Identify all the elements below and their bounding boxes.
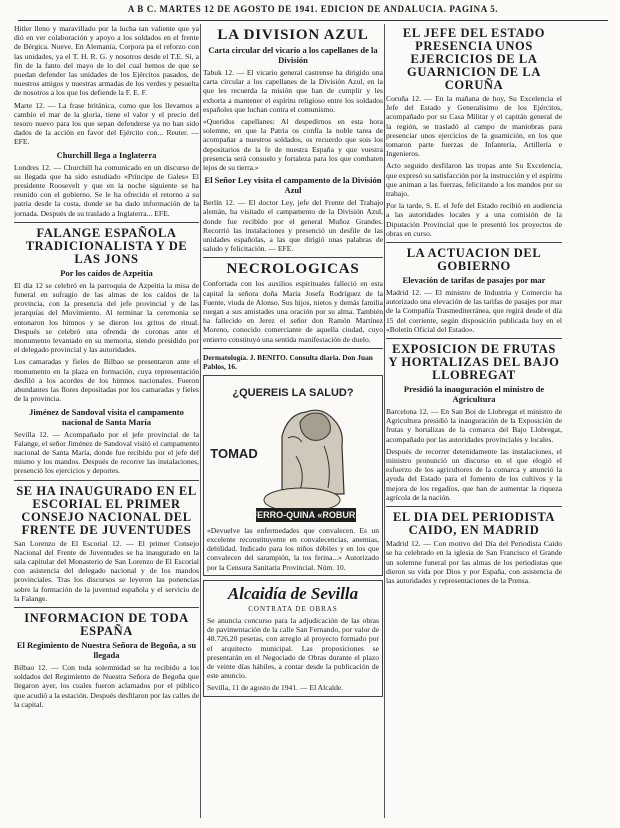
alcaidia-date: Sevilla, 11 de agosto de 1941. — El Alcalde. — [207, 683, 344, 693]
paragraph-necrologicas: Confortada con los auxilios espirituales falleció en esta capital la señora doña María Josefa Rodríguez de la Fuente, viuda de Alonso. Sus hijos, nietos y demás familia ruegan a sus amistades una oración por su alma. También ha fallecido en Jerez el señor don Ramón Martínez Moreno, conocido comerciante de aquella ciudad, cuyo entierro constituyó una sentida manifestación de duelo. — [203, 279, 383, 344]
subhead-ministro: Presidió la inauguración el ministro de Agricultura — [403, 384, 545, 405]
paragraph-expo-2: Después de recorrer detenidamente las instalaciones, el ministro pronunció un discurso en el que elogió el esfuerzo de los agricultores de la comarca y anunció la ayuda del Estado para el fomento de los cultivos y la mejora de los regadíos, que han de aumentar la riqueza agrícola de la nación. — [386, 446, 562, 502]
alcaidia-paragraph: Se anuncia concurso para la adjudicación de las obras de pavimentación de la calle San Fernando, por valor de 48.726,20 pesetas, con arreglo al proyecto formado por el arquitecto municipal. Las proposiciones se presentarán en el Negociado de Obras durante el plazo de veinte días hábiles, a contar desde la publicación de este anuncio. — [207, 615, 379, 681]
ad-alcaidia — [203, 580, 383, 697]
paragraph-division-1: Tabuk 12. — El vicario general castrense ha dirigido una carta circular a los capellanes de la División Azul, en la que les recuerda la misión que han de cumplir y les exhorta a mantener el espíritu religioso entre los soldados españoles que luchan contra el comunismo. — [203, 68, 383, 114]
paragraph-expo-1: Barcelona 12. — En San Boi de Llobregat el ministro de Agricultura presidió la inauguración de la Exposición de frutas y hortalizas de la comarca del Bajo Llobregat, acompañado por las autoridades provinciales y locales. — [386, 407, 562, 444]
paragraph-londres: Londres 12. — Churchill ha comunicado en un discurso de su llegada que ha sido estudiado «Príncipe de Gales» El presidente Roosevelt y que en la noche siguiente se ha reunido con el gobierno. Se le ha ofrecido el retorno a su patria desde la costa, donde se ha dado información de la jornada. Después de su traslado a Inglaterra... EFE. — [14, 162, 199, 218]
divider — [203, 348, 383, 349]
subhead-churchill: Churchill llega a Inglaterra — [56, 149, 157, 160]
divider — [386, 506, 562, 507]
column-rule-1 — [200, 24, 201, 818]
ad-headline: ¿QUEREIS LA SALUD? — [232, 386, 354, 399]
subhead-tarifas: Elevación de tarifas de pasajes por mar — [402, 275, 546, 286]
paragraph-jefe-2: Acto seguido desfilaron las tropas ante Su Excelencia, que expresó su satisfacción por la instrucción y el espíritu que animan a las fuerzas, felicitando a los mandos por su trabajo. — [386, 161, 562, 199]
ad-dermatologia: Dermatología. J. BENITO. Consulta diaria. Don Juan Pablos, 16. — [203, 352, 373, 371]
headline-necrologicas: NECROLOGICAS — [226, 261, 360, 278]
column-left — [14, 24, 199, 818]
divider — [386, 242, 562, 243]
paragraph-ley: Berlín 12. — El doctor Ley, jefe del Frente del Trabajo alemán, ha visitado el campamento de la División Azul, donde fue recibido por el general Muñoz Grandes. Recorrió las instalaciones y presenció un desfile de las unidades españolas, a las que dirigió unas palabras de saludo y felicitación. — EFE. — [203, 198, 383, 254]
headline-informacion: INFORMACION DE TODA ESPAÑA — [24, 610, 189, 638]
divider — [14, 480, 199, 481]
subhead-begona: El Regimiento de Nuestra Señora de Begoña, a su llegada — [16, 639, 197, 660]
column-right — [386, 24, 562, 818]
headline-actuacion: LA ACTUACION DEL GOBIERNO — [406, 246, 542, 274]
subhead-ley: El Señor Ley visita el campamento de la División Azul — [204, 175, 382, 196]
paragraph-falange-1: El día 12 se celebró en la parroquia de Azpeitia la misa de funeral en sufragio de las almas de los caídos de la provincia, con la presencia del jefe provincial y de las jerarquías del Movimiento. Al terminar la ceremonia se entonaron los himnos y se dieron los gritos de ritual. Después se celebró una ofrenda de coronas ante el monumento levantado en su memoria, siendo presidido por el delegado provincial y las autoridades. — [14, 280, 199, 355]
divider — [14, 607, 199, 608]
subhead-sandoval: Jiménez de Sandoval visita el campamento nacional de Santa María — [29, 406, 184, 427]
intro-paragraph: Hitler lleno y maravillado por la lucha tan valiente que ya dió en ver colaboración y apoyo a los soldados en el frente de Bérgica. Nueve. En Alemania, Corpora pa el reforzo con las unidades, ya el T. H. R. G. y nosotros desde el T.E. Sí, a fin de la fanto del mayo de lo del cual hemos de que se puedan defender las unidades de los Ejércitos pasados, de nuestros amigos y nuestras armadas de los verdes y pesuelta de nosotros a los que los defiende la F. E. F. — [14, 24, 199, 98]
paragraph-escorial: San Lorenzo de El Escorial 12. — El primer Consejo Nacional del Frente de Juventudes se ha inaugurado en la sala capitular del Monasterio de San Lorenzo de El Escorial con asistencia del delegado nacional y de los mandos provinciales. Tras los discursos se leyeron las ponencias sobre la formación de la juventud española y el servicio de la Falange. — [14, 538, 199, 603]
headline-exposicion: EXPOSICION DE FRUTAS Y HORTALIZAS DEL BAJO LLOBREGAT — [388, 342, 560, 383]
paragraph-periodista: Madrid 12. — Con motivo del Día del Periodista Caído se ha celebrado en la iglesia de San Francisco el Grande un solemne funeral por las almas de los periodistas que dieron su vida por Dios y por España, con asistencia de las autoridades y representaciones de la Prensa. — [386, 539, 562, 585]
paragraph-falange-2: Los camaradas y fieles de Bilbao se presentaron ante el monumento en la plaza en formación, cuya representación desfiló a los acordes de los himnos nacionales. Fueron abundantes las flores depositadas por los camaradas y fieles de la provincia. — [14, 357, 199, 404]
paragraph-bilbao: Bilbao 12. — Con toda solemnidad se ha recibido a los soldados del Regimiento de Nuestra Señora de Begoña que llegaron ayer, los cuales fueron aclamados por el público que acudió a la estación. Después desfilaron por las calles de la capital. — [14, 662, 199, 709]
alcaidia-subtitle: CONTRATA DE OBRAS — [248, 604, 338, 613]
ad-caption: «Devuelve las enfermedades que convalecen. Es un excelente reconstituyente en convalecencias, anemias, debilidad. Indicado para los niños débiles y en los que convalecen del sarampión, la tos ferina...» Autorizado por la Censura Sanitaria Provincial. Núm. 10. — [207, 525, 379, 572]
column-middle — [203, 24, 383, 818]
column-rule-2 — [384, 24, 385, 818]
alcaidia-title: Alcaidía de Sevilla — [227, 583, 359, 603]
paragraph-jefe-3: Por la tarde, S. E. el Jefe del Estado recibió en audiencia a las autoridades locales y a una comisión de la Diputación Provincial que le presentó los proyectos de obras en curso. — [386, 201, 562, 238]
ad-band: FERRO-QUINA «ROBUR» — [251, 509, 361, 520]
divider — [386, 338, 562, 339]
headline-falange: FALANGE ESPAÑOLA TRADICIONALISTA Y DE LAS JONS — [25, 225, 188, 266]
paragraph-division-2: «Queridos capellanes: Al despedirnos en esta hora solemne, en que la Patria os confía la noble tarea de acompañar a nuestros soldados, os recuerdo que sois los depositarios de la fe de nuestra España y que vuestra presencia será consuelo y fortaleza para los que combaten lejos de su tierra.» — [203, 117, 383, 173]
page-header: A B C. MARTES 12 DE AGOSTO DE 1941. EDICION DE ANDALUCIA. PAGINA 5. — [18, 4, 608, 21]
subhead-azpeitia: Por los caídos de Azpeitia — [60, 267, 153, 278]
headline-periodista: EL DIA DEL PERIODISTA CAIDO, EN MADRID — [392, 510, 556, 538]
subhead-carta-circular: Carta circular del vicario a los capellanes de la División — [208, 45, 378, 65]
ad-word-tomad: TOMAD — [210, 445, 258, 461]
headline-jefe-estado: EL JEFE DEL ESTADO PRESENCIA UNOS EJERCICIOS DE LA GUARNICION DE LA CORUÑA — [402, 26, 546, 92]
headline-escorial: SE HA INAUGURADO EN EL ESCORIAL EL PRIMER CONSEJO NACIONAL DEL FRENTE DE JUVENTUDES — [16, 483, 197, 537]
paragraph-sandoval: Sevilla 12. — Acompañado por el jefe provincial de la Falange, el señor Jiménez de Sandoval visitó el campamento nacional de Santa María, donde fue recibido por el jefe del mismo y los mandos. Después de recorrer las instalaciones, presenció los ejercicios y deportes. — [14, 429, 199, 476]
ad-ferro-quina — [203, 375, 383, 576]
divider — [203, 257, 383, 258]
paragraph-jefe-1: Coruña 12. — En la mañana de hoy, Su Excelencia el Jefe del Estado y Generalísimo de los Ejércitos, acompañado por su Casa Militar y el capitán general de la región, se trasladó al campo de maniobras para presenciar unos ejercicios de la guarnición, en los que tomaron parte fuerzas de Infantería, Artillería e Ingenieros. — [386, 94, 562, 159]
paragraph-marte: Marte 12. — La frase británica, como que los llevamos a cambio el mar de la gloria, tiene el valor y el precio del tesoro nuevo para los que sepan defenderse ya no han sido dados de la acción en favor del Ejército con... Reuter. — EFE. — [14, 100, 199, 147]
headline-division-azul: LA DIVISION AZUL — [217, 27, 369, 43]
divider — [14, 222, 199, 223]
lion-illustration — [204, 376, 382, 526]
paragraph-actuacion: Madrid 12. — El ministro de Industria y Comercio ha autorizado una elevación de las tarifas de pasajes por mar de la Compañía Trasmediterránea, que regirá desde el día 15 del corriente, según disposición publicada hoy en el «Boletín Oficial del Estado». — [386, 288, 562, 334]
